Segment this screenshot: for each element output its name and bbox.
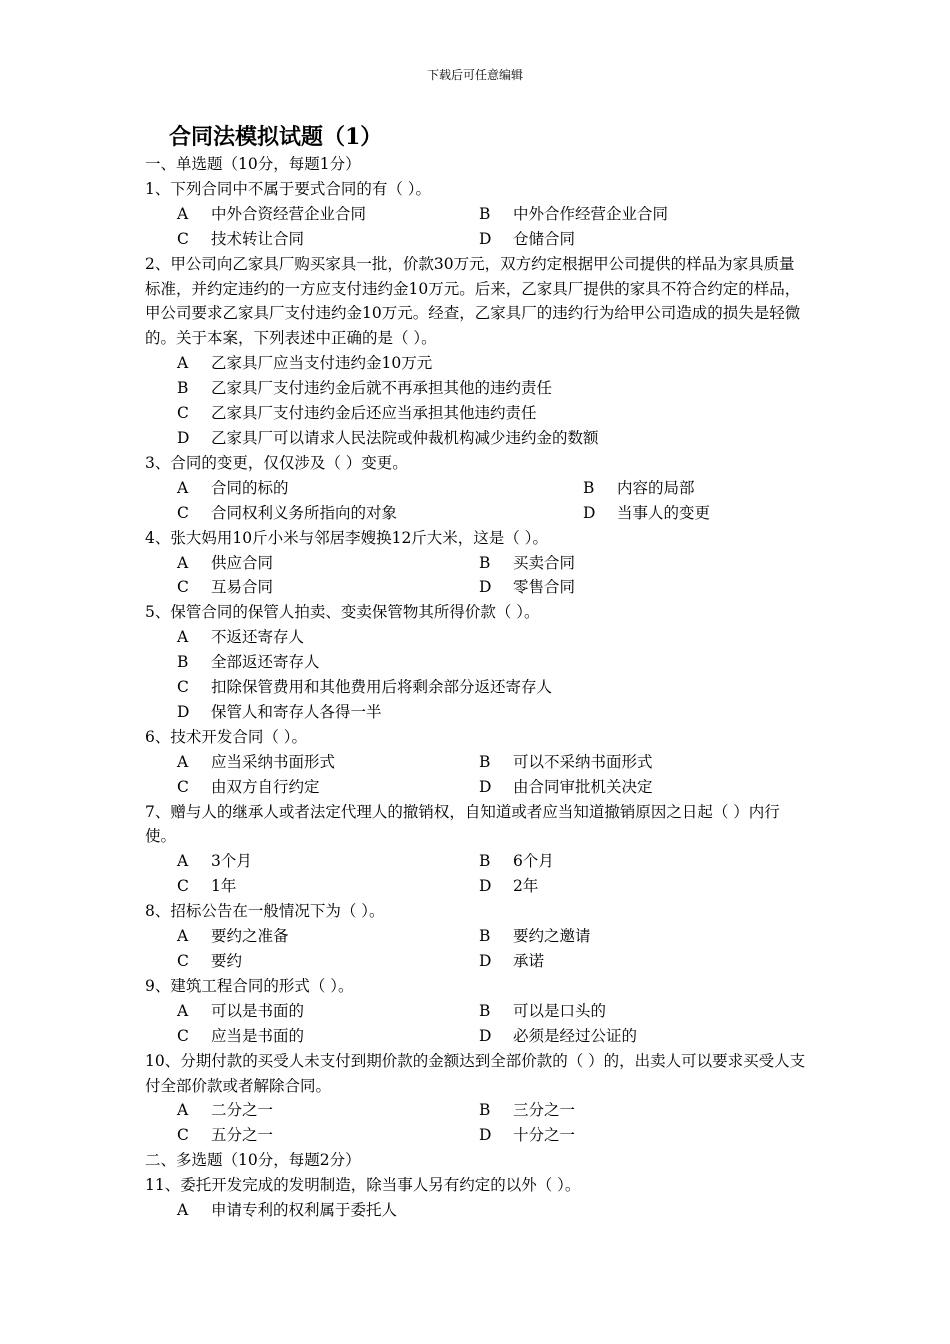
option-d: D 承诺 bbox=[479, 952, 545, 970]
page-header: 下载后可任意编辑 bbox=[426, 68, 523, 82]
option-b: B 全部返还寄存人 bbox=[177, 653, 320, 672]
section-heading-single-choice: 一、单选题（10分，每题1分） bbox=[145, 155, 361, 173]
question-7-options bbox=[145, 849, 810, 899]
option-a: A 申请专利的权利属于委托人 bbox=[177, 1201, 398, 1220]
option-a: A 要约之准备 bbox=[177, 927, 289, 946]
option-a: A 合同的标的 bbox=[177, 478, 289, 497]
question-11-options bbox=[145, 1198, 810, 1223]
question-7: 7、赠与人的继承人或者法定代理人的撤销权，自知道或者应当知道撤销原因之日起（ ）内行使。 bbox=[145, 802, 780, 846]
option-c: C 应当是书面的 bbox=[177, 1026, 305, 1045]
question-2: 2、甲公司向乙家具厂购买家具一批，价款30万元，双方约定根据甲公司提供的样品为家具质量标准，并约定违约的一方应支付违约金10万元。后来，乙家具厂提供的家具不符合约定的样品，甲公司要求乙家具厂支付违约金10万元。经查，乙家具厂的违约行为给甲公司造成的损失是轻微的。关于本案，下列表述中正确的是（ ）。 bbox=[145, 254, 801, 348]
option-d: D 仓储合同 bbox=[479, 229, 576, 248]
option-c: C 要约 bbox=[177, 952, 243, 970]
option-d: D 乙家具厂可以请求人民法院或仲裁机构减少违约金的数额 bbox=[177, 428, 599, 447]
question-9-options bbox=[145, 999, 810, 1049]
document-body bbox=[145, 122, 810, 1223]
option-c: C 互易合同 bbox=[177, 578, 274, 597]
option-b: B 中外合作经营企业合同 bbox=[479, 204, 669, 223]
question-8: 8、招标公告在一般情况下为（ ）。 bbox=[145, 902, 385, 921]
option-a: A 3个月 bbox=[177, 852, 252, 871]
option-b: B 要约之邀请 bbox=[479, 927, 591, 946]
section-heading-multiple-choice: 二、多选题（10分，每题2分） bbox=[145, 1151, 361, 1170]
question-4: 4、张大妈用10斤小米与邻居李嫂换12斤大米，这是（ ）。 bbox=[145, 528, 548, 547]
question-10-options bbox=[145, 1098, 810, 1148]
question-11: 11、委托开发完成的发明制造，除当事人另有约定的以外（ ）。 bbox=[145, 1176, 581, 1195]
question-5-options bbox=[145, 625, 810, 725]
option-b: B 可以不采纳书面形式 bbox=[479, 752, 653, 771]
option-d: D 2年 bbox=[479, 877, 539, 896]
option-c: C 1年 bbox=[177, 877, 237, 896]
option-c: C 五分之一 bbox=[177, 1126, 274, 1145]
option-d: D 当事人的变更 bbox=[583, 503, 711, 522]
option-c: C 合同权利义务所指向的对象 bbox=[177, 503, 398, 522]
option-a: A 乙家具厂应当支付违约金10万元 bbox=[177, 354, 433, 373]
option-d: D 零售合同 bbox=[479, 578, 576, 597]
option-b: B 三分之一 bbox=[479, 1101, 576, 1120]
option-a: A 可以是书面的 bbox=[177, 1001, 305, 1020]
question-1-options bbox=[145, 202, 810, 252]
option-b: B 乙家具厂支付违约金后就不再承担其他的违约责任 bbox=[177, 379, 553, 398]
option-b: B 6个月 bbox=[479, 852, 554, 871]
option-d: D 保管人和寄存人各得一半 bbox=[177, 702, 382, 721]
option-b: B 可以是口头的 bbox=[479, 1001, 607, 1020]
question-4-options bbox=[145, 551, 810, 601]
option-c: C 由双方自行约定 bbox=[177, 777, 320, 796]
option-c: C 扣除保管费用和其他费用后将剩余部分返还寄存人 bbox=[177, 678, 553, 697]
question-6-options bbox=[145, 750, 810, 800]
option-a: A 二分之一 bbox=[177, 1101, 274, 1120]
question-8-options bbox=[145, 924, 810, 974]
option-d: D 必须是经过公证的 bbox=[479, 1026, 638, 1045]
question-2-options bbox=[145, 351, 810, 451]
option-b: B 内容的局部 bbox=[583, 478, 695, 497]
option-a: A 不返还寄存人 bbox=[177, 628, 305, 647]
option-a: A 供应合同 bbox=[177, 553, 274, 572]
option-a: A 应当采纳书面形式 bbox=[177, 752, 336, 771]
question-5: 5、保管合同的保管人拍卖、变卖保管物其所得价款（ ）。 bbox=[145, 603, 540, 622]
question-10: 10、分期付款的买受人未支付到期价款的金额达到全部价款的（ ）的，出卖人可以要求买受人支付全部价款或者解除合同。 bbox=[145, 1051, 806, 1095]
option-d: D 由合同审批机关决定 bbox=[479, 777, 653, 796]
question-6: 6、技术开发合同（ ）。 bbox=[145, 727, 308, 746]
question-3-options bbox=[145, 476, 810, 526]
question-1: 1、下列合同中不属于要式合同的有（ ）。 bbox=[145, 179, 432, 198]
document-title: 合同法模拟试题（1） bbox=[169, 124, 383, 150]
option-c: C 技术转让合同 bbox=[177, 229, 305, 248]
question-3: 3、合同的变更，仅仅涉及（ ）变更。 bbox=[145, 453, 408, 472]
question-9: 9、建筑工程合同的形式（ ）。 bbox=[145, 976, 354, 995]
option-a: A 中外合资经营企业合同 bbox=[177, 204, 367, 223]
option-d: D 十分之一 bbox=[479, 1126, 576, 1145]
option-b: B 买卖合同 bbox=[479, 553, 576, 572]
option-c: C 乙家具厂支付违约金后还应当承担其他违约责任 bbox=[177, 404, 537, 423]
